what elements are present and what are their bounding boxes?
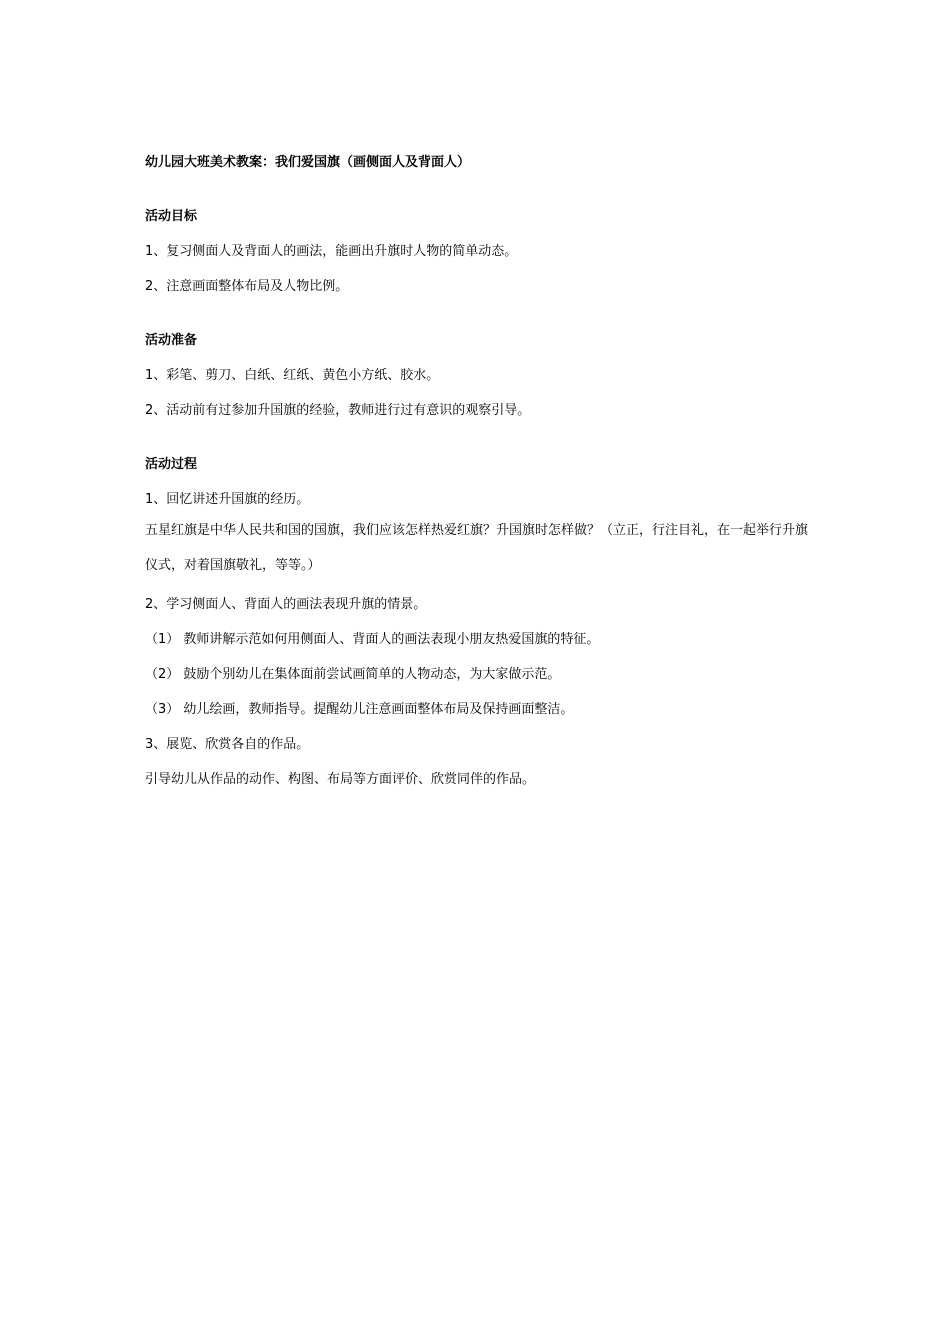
section-heading-process: 活动过程 (145, 457, 198, 472)
process-step-1-detail: 五星红旗是中华人民共和国的国旗，我们应该怎样热爱红旗？升国旗时怎样做？（立正，行注目礼，在一起举行升旗仪式，对着国旗敬礼，等等。） (145, 523, 809, 573)
goals-item-2: 2、注意画面整体布局及人物比例。 (145, 279, 349, 294)
section-heading-goals: 活动目标 (145, 209, 198, 224)
preparation-item-1: 1、彩笔、剪刀、白纸、红纸、黄色小方纸、胶水。 (145, 368, 440, 383)
process-step-2: 2、学习侧面人、背面人的画法表现升旗的情景。 (145, 597, 427, 612)
document-title: 幼儿园大班美术教案：我们爱国旗（画侧面人及背面人） (145, 155, 471, 170)
process-substep-2: （2） 鼓励个别幼儿在集体面前尝试画简单的人物动态，为大家做示范。 (145, 667, 561, 682)
section-heading-preparation: 活动准备 (145, 333, 198, 348)
goals-item-1: 1、复习侧面人及背面人的画法，能画出升旗时人物的简单动态。 (145, 244, 518, 259)
process-substep-1: （1） 教师讲解示范如何用侧面人、背面人的画法表现小朋友热爱国旗的特征。 (145, 632, 600, 647)
process-substep-3: （3） 幼儿绘画，教师指导。提醒幼儿注意画面整体布局及保持画面整洁。 (145, 702, 574, 717)
process-step-3-detail: 引导幼儿从作品的动作、构图、布局等方面评价、欣赏同伴的作品。 (145, 772, 536, 787)
preparation-item-2: 2、活动前有过参加升国旗的经验，教师进行过有意识的观察引导。 (145, 403, 531, 418)
process-step-3: 3、展览、欣赏各自的作品。 (145, 737, 310, 752)
process-step-1: 1、回忆讲述升国旗的经历。 (145, 492, 310, 507)
